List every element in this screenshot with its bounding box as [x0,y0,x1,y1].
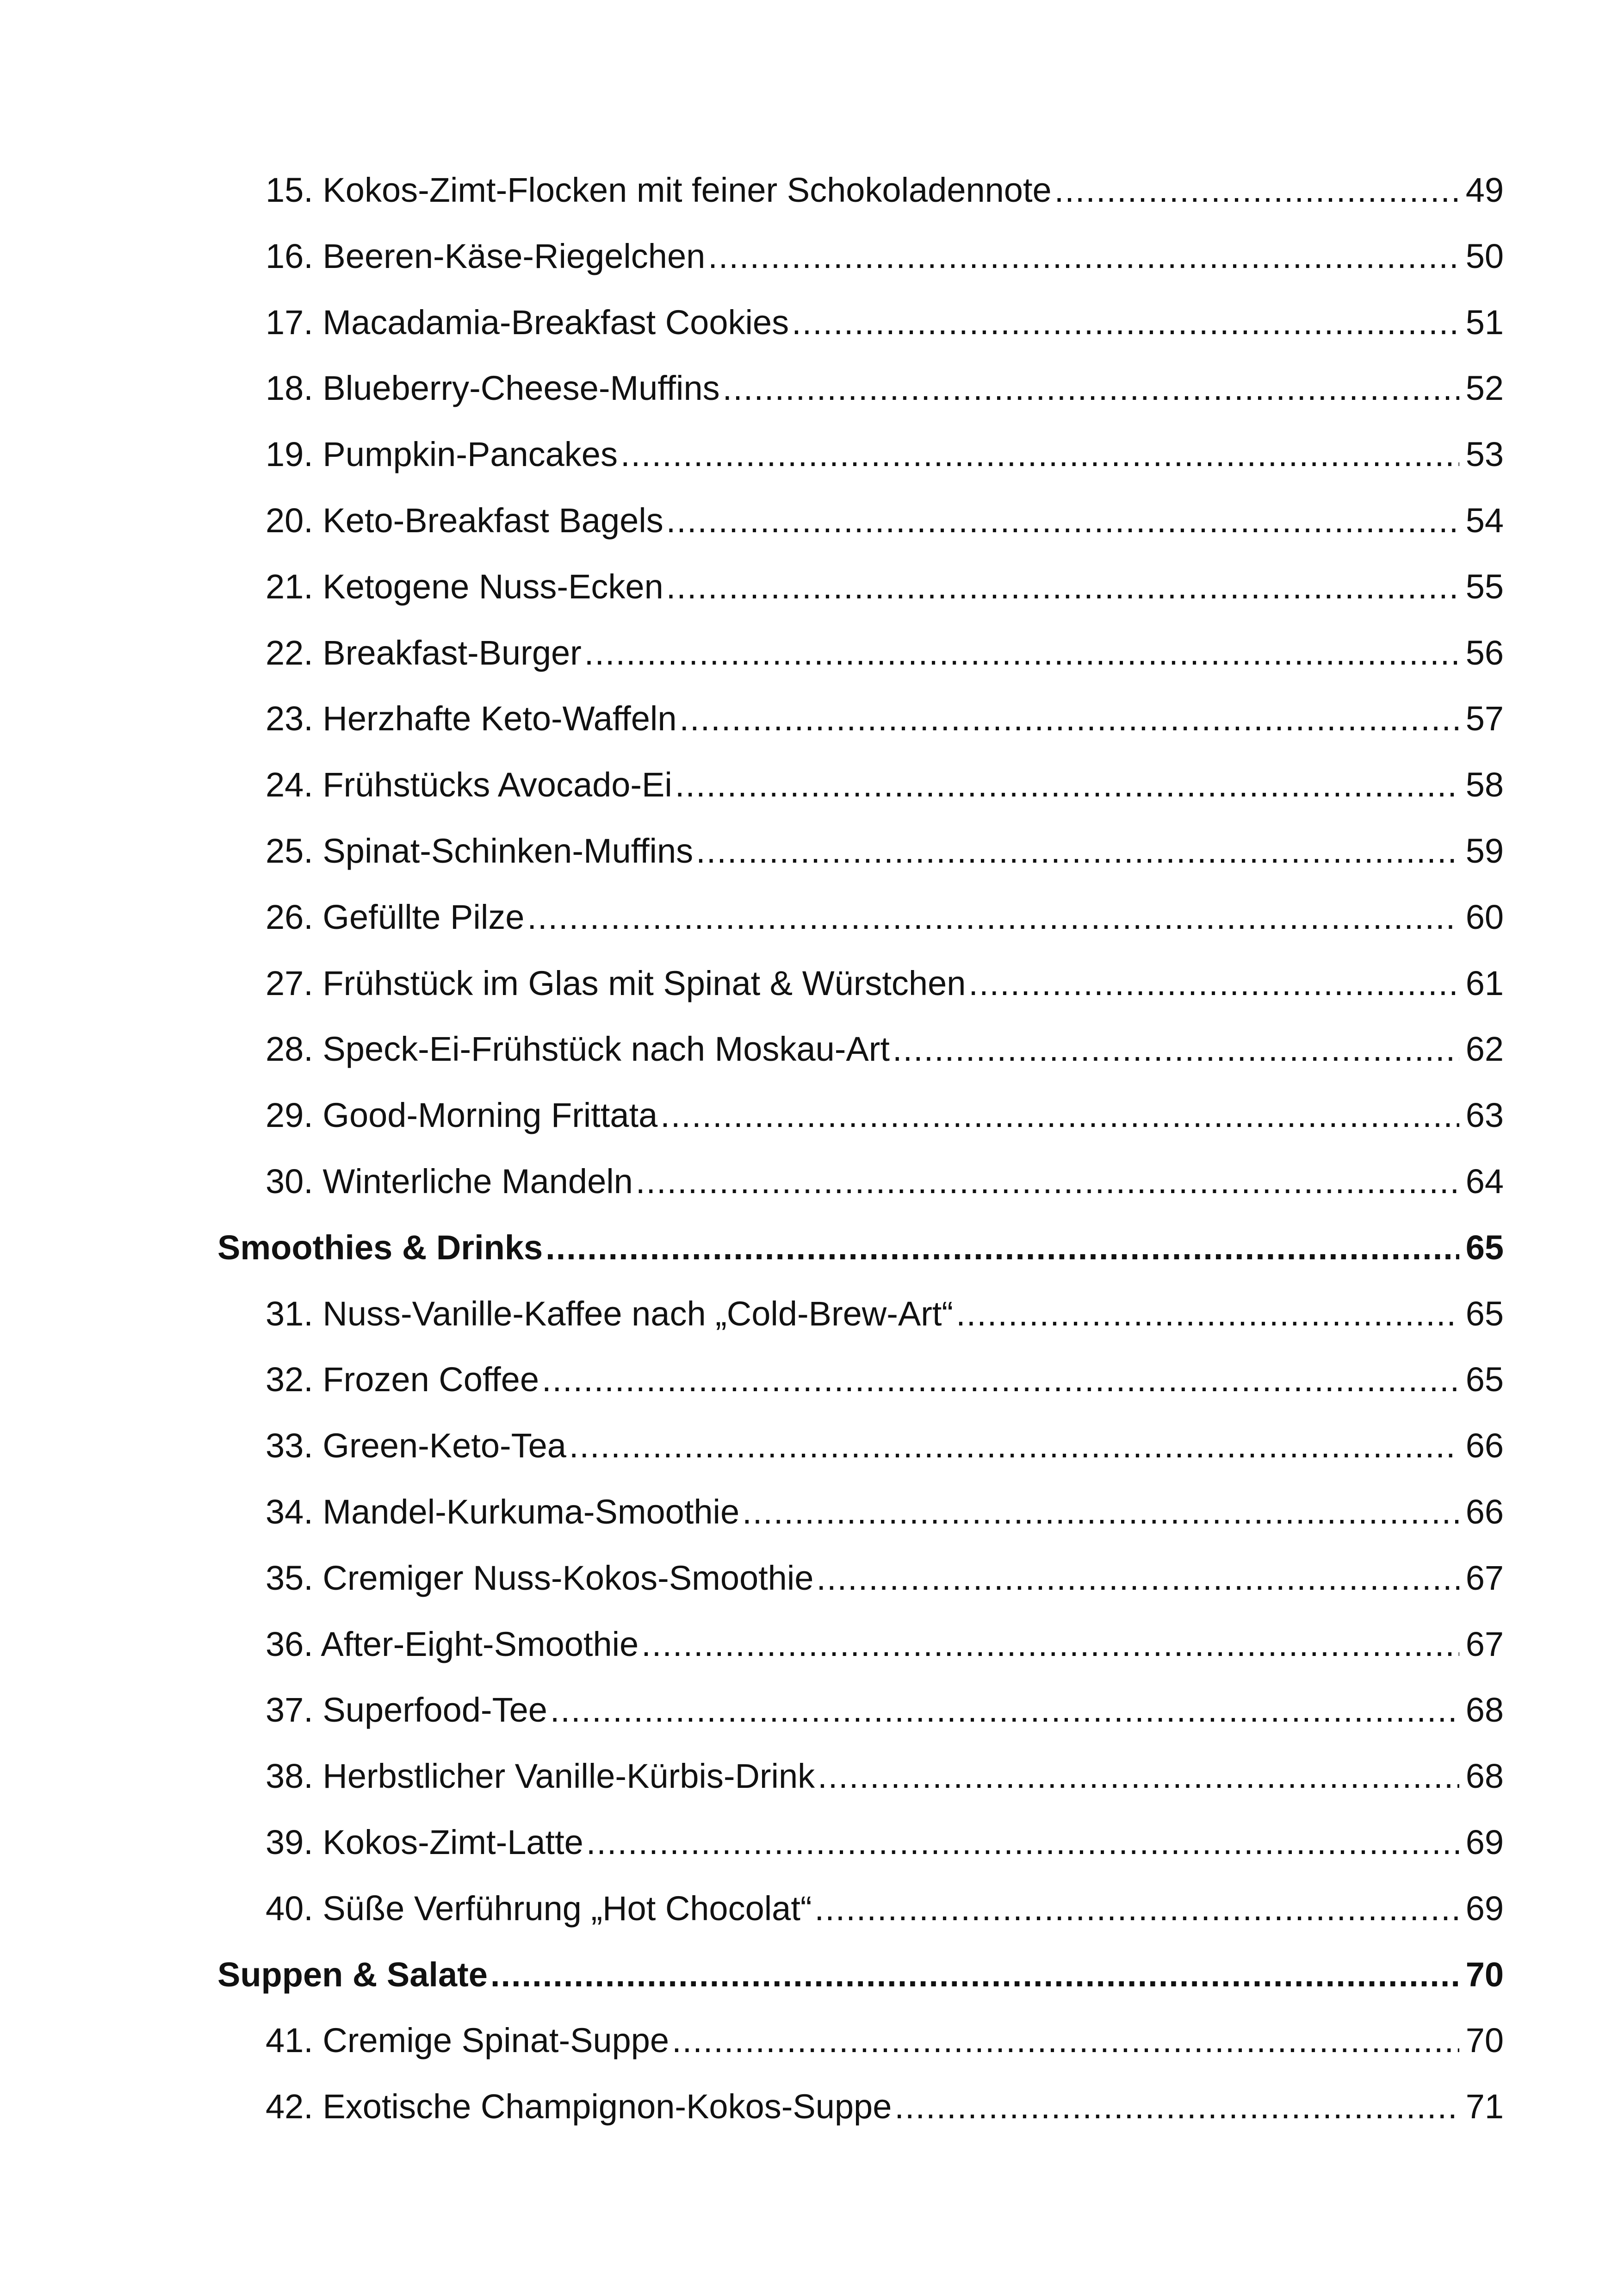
toc-title: 16. Beeren-Käse-Riegelchen [266,236,706,275]
toc-entry[interactable] [217,157,1504,224]
dot-leader [569,1413,1459,1479]
dot-leader [792,290,1459,356]
toc-page-number: 66 [1465,1426,1504,1465]
toc-entry[interactable] [217,1413,1504,1479]
toc-title: 21. Ketogene Nuss-Ecken [266,567,663,606]
toc-page-number: 67 [1465,1558,1504,1597]
toc-page-number: 57 [1465,699,1504,738]
toc-entry[interactable] [217,355,1504,422]
toc-page-number: 53 [1465,435,1504,474]
toc-page-number: 49 [1465,171,1504,209]
toc-title: 29. Good-Morning Frittata [266,1096,658,1135]
toc-title: 36. After-Eight-Smoothie [266,1624,639,1663]
dot-leader [490,1942,1459,2008]
toc-entry[interactable] [217,2008,1504,2074]
toc-page-number: 65 [1465,1228,1504,1267]
dot-leader [546,1215,1459,1281]
toc-entry[interactable] [217,1677,1504,1743]
toc-entry[interactable] [217,1016,1504,1083]
toc-page-number: 55 [1465,567,1504,606]
toc-title: 38. Herbstlicher Vanille-Kürbis-Drink [266,1757,815,1796]
toc-title: 42. Exotische Champignon-Kokos-Suppe [266,2087,892,2126]
dot-leader [818,1743,1459,1810]
dot-leader [893,1016,1459,1083]
toc-title: 15. Kokos-Zimt-Flocken mit feiner Schokoladennote [266,171,1052,209]
toc-entry[interactable] [217,686,1504,752]
toc-entry[interactable] [217,224,1504,290]
toc-title: 40. Süße Verführung „Hot Chocolat“ [266,1889,812,1928]
toc-title: 37. Superfood-Tee [266,1691,547,1730]
toc-entry[interactable] [217,884,1504,951]
toc-entry[interactable] [217,620,1504,686]
toc-page-number: 51 [1465,303,1504,342]
dot-leader [742,1479,1459,1545]
dot-leader [527,884,1459,951]
toc-page-number: 68 [1465,1691,1504,1730]
toc-title: 34. Mandel-Kurkuma-Smoothie [266,1492,740,1531]
toc-page-number: 52 [1465,369,1504,408]
dot-leader [636,1149,1459,1215]
toc-title: 33. Green-Keto-Tea [266,1426,566,1465]
toc-section-heading[interactable] [217,1215,1504,1281]
dot-leader [956,1281,1459,1347]
toc-page-number: 65 [1465,1294,1504,1333]
dot-leader [1054,157,1459,224]
toc-page-number: 69 [1465,1889,1504,1928]
toc-page-number: 63 [1465,1096,1504,1135]
toc-title: 19. Pumpkin-Pancakes [266,435,618,474]
toc-entry[interactable] [217,1743,1504,1810]
dot-leader [816,1545,1459,1612]
dot-leader [586,1810,1459,1876]
toc-entry[interactable] [217,1810,1504,1876]
toc-entry[interactable] [217,1083,1504,1149]
toc-entry[interactable] [217,554,1504,620]
toc-page-number: 58 [1465,765,1504,804]
toc-page-number: 68 [1465,1757,1504,1796]
toc-title: 30. Winterliche Mandeln [266,1162,633,1201]
toc-entry[interactable] [217,488,1504,554]
toc-title: 31. Nuss-Vanille-Kaffee nach „Cold-Brew-Art“ [266,1294,954,1333]
toc-page-number: 64 [1465,1162,1504,1201]
toc-entry[interactable] [217,1612,1504,1678]
toc-entry[interactable] [217,1479,1504,1545]
dot-leader [672,2008,1459,2074]
toc-title: 26. Gefüllte Pilze [266,897,525,936]
dot-leader [666,554,1459,620]
toc-title: 41. Cremige Spinat-Suppe [266,2021,670,2060]
dot-leader [679,686,1459,752]
toc-page-number: 70 [1465,1955,1504,1994]
toc-entry[interactable] [217,1149,1504,1215]
toc-title: 22. Breakfast-Burger [266,633,582,672]
toc-entry[interactable] [217,290,1504,356]
dot-leader [542,1347,1459,1413]
dot-leader [708,224,1459,290]
dot-leader [675,752,1459,818]
dot-leader [666,488,1459,554]
toc-title: 27. Frühstück im Glas mit Spinat & Würstchen [266,964,966,1002]
toc-page-number: 71 [1465,2087,1504,2126]
toc-title: 39. Kokos-Zimt-Latte [266,1823,583,1861]
toc-section-heading[interactable] [217,1942,1504,2008]
toc-title: 23. Herzhafte Keto-Waffeln [266,699,677,738]
toc-entry[interactable] [217,2074,1504,2140]
dot-leader [815,1876,1459,1942]
dot-leader [894,2074,1459,2140]
toc-page-number: 59 [1465,831,1504,870]
dot-leader [723,355,1459,422]
toc-page-number: 61 [1465,964,1504,1002]
toc-page-number: 70 [1465,2021,1504,2060]
dot-leader [660,1083,1459,1149]
toc-entry[interactable] [217,1281,1504,1347]
toc-title: Suppen & Salate [217,1955,488,1994]
toc-page-number: 50 [1465,236,1504,275]
toc-title: 20. Keto-Breakfast Bagels [266,501,663,540]
toc-title: 25. Spinat-Schinken-Muffins [266,831,694,870]
toc-title: 24. Frühstücks Avocado-Ei [266,765,672,804]
toc-page-number: 60 [1465,897,1504,936]
toc-page-number: 67 [1465,1624,1504,1663]
dot-leader [696,818,1459,884]
dot-leader [584,620,1459,686]
toc-page-number: 54 [1465,501,1504,540]
dot-leader [968,951,1459,1017]
toc-entry[interactable] [217,1545,1504,1612]
toc-title: 35. Cremiger Nuss-Kokos-Smoothie [266,1558,814,1597]
toc-title: 32. Frozen Coffee [266,1360,539,1399]
toc-entry[interactable] [217,422,1504,488]
dot-leader [620,422,1459,488]
dot-leader [641,1612,1459,1678]
dot-leader [550,1677,1459,1743]
toc-page-number: 69 [1465,1823,1504,1861]
toc-entry[interactable] [217,818,1504,884]
toc-title: 28. Speck-Ei-Frühstück nach Moskau-Art [266,1030,890,1069]
toc-entry[interactable] [217,951,1504,1017]
toc-title: 18. Blueberry-Cheese-Muffins [266,369,720,408]
toc-page-number: 62 [1465,1030,1504,1069]
toc-title: Smoothies & Drinks [217,1228,543,1267]
toc-entry[interactable] [217,1876,1504,1942]
toc-page-number: 56 [1465,633,1504,672]
toc-title: 17. Macadamia-Breakfast Cookies [266,303,789,342]
toc-entry[interactable] [217,752,1504,818]
toc-entry[interactable] [217,1347,1504,1413]
toc-page-number: 66 [1465,1492,1504,1531]
toc-page-number: 65 [1465,1360,1504,1399]
table-of-contents [217,157,1504,2140]
